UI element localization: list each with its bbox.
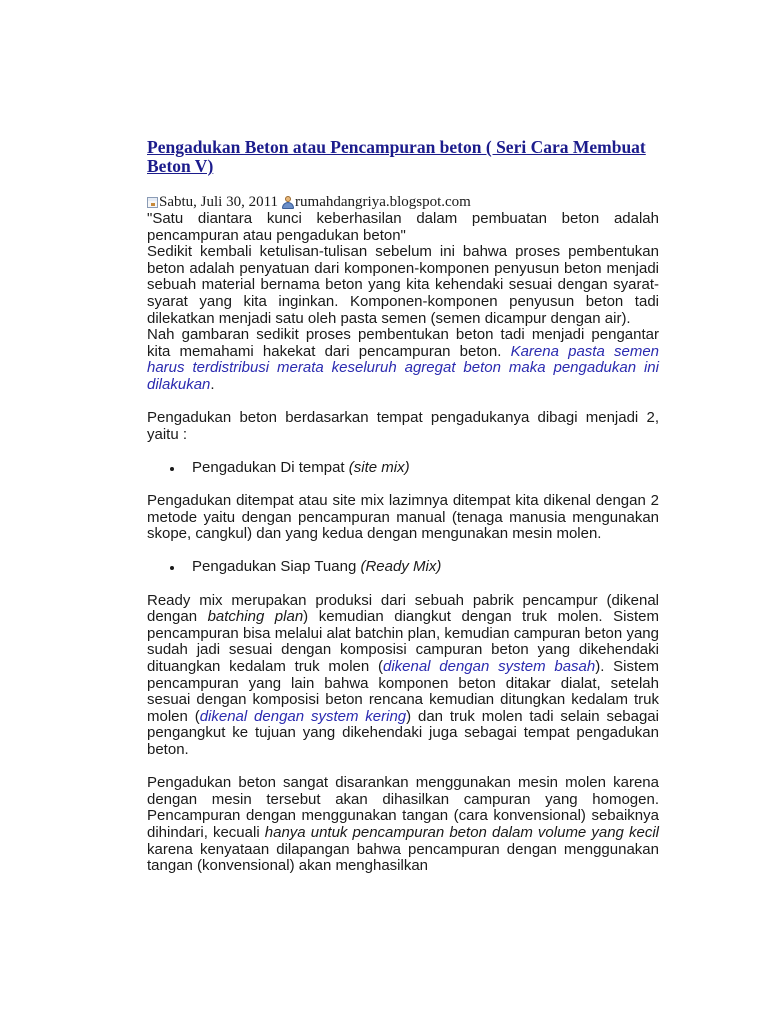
text-run: Ready mix merupakan produksi dari sebuah pabrik pencampur (dikenal dengan — [147, 591, 659, 626]
bullet-text: Pengadukan Di tempat — [192, 458, 349, 476]
paragraph-1: Sedikit kembali ketulisan-tulisan sebelum ini bahwa proses pembentukan beton adalah penyatuan dari komponen-komponen penyusun beton menjadi sebuah material bernama beton yang kita kehendaki sesuai dengan syarat-syarat yang kita inginkan. Komponen-komponen penyusun beton tadi dilekatkan menjadi satu oleh pasta semen (semen dicampur dengan air). — [147, 243, 659, 327]
text-run: ) kemudian diangkut dengan truk molen. Sistem pencampuran bisa melalui alat batchin plan, kemudian campuran beton yang sudah jadi sesuai dengan komposisi campuran beton yang dikehendaki dituangkan kedalam truk molen ( — [147, 608, 659, 676]
paragraph-6 — [147, 775, 659, 875]
bullet-text: Pengadukan Siap Tuang — [192, 558, 361, 576]
paragraph-2 — [147, 327, 659, 393]
calendar-icon — [147, 197, 158, 208]
paragraph-5 — [147, 593, 659, 759]
emphasis-run: dikenal dengan system kering — [199, 707, 407, 725]
spacer — [147, 394, 659, 411]
bullet-list-2 — [147, 559, 659, 576]
post-author: rumahdangriya.blogspot.com — [295, 194, 471, 210]
intro-quote: "Satu diantara kunci keberhasilan dalam pembuatan beton adalah pencampuran atau pengadukan beton" — [147, 210, 659, 244]
italic-run: batching plan — [207, 608, 304, 626]
text-run: ) dan truk molen tadi selain sebagai pengangkut ke tujuan yang dikehendaki juga sebagai tempat pengadukan beton. — [147, 707, 659, 758]
spacer — [147, 477, 659, 494]
paragraph-2-emphasis: Karena pasta semen harus terdistribusi merata keseluruh agregat beton maka pengadukan ini dilakukan — [147, 342, 659, 393]
text-run: karena kenyataan dilapangan bahwa pencampuran dengan menggunakan tangan (konvensional) akan menghasilkan — [147, 840, 659, 875]
paragraph-4: Pengadukan ditempat atau site mix lazimnya ditempat kita dikenal dengan 2 metode yaitu dengan pencampuran manual (tenaga manusia mengunakan skope, cangkul) dan yang kedua dengan mengunakan mesin molen. — [147, 492, 659, 543]
paragraph-2-text: Nah gambaran sedikit proses pembentukan beton tadi menjadi pengantar kita memahami hakekat dari pencampuran beton. — [147, 326, 659, 360]
bullet-italic: (Ready Mix) — [360, 558, 442, 576]
article-title-link[interactable]: Pengadukan Beton atau Pencampuran beton ( Seri Cara Membuat Beton V) — [147, 137, 646, 176]
spacer — [147, 576, 659, 593]
document-page — [147, 138, 659, 875]
post-date: Sabtu, Juli 30, 2011 — [159, 194, 279, 210]
bullet-italic: (site mix) — [348, 458, 410, 476]
text-run: ). Sistem pencampuran yang lain bahwa komponen beton ditakar dialat, setelah sesuai dengan komposisi beton rencana kemudian ditungkan kedalam truk molen ( — [147, 658, 659, 725]
bullet-icon — [170, 467, 174, 471]
bullet-icon — [170, 566, 174, 570]
bullet-item-site-mix — [147, 460, 659, 477]
text-run: Pengadukan beton sangat disarankan menggunakan mesin molen karena dengan mesin tersebut akan dihasilkan campuran yang homogen. Pencampuran dengan menggunakan tangan (cara konvensional) sebaiknya dihindari, kecuali — [147, 774, 659, 841]
italic-run: hanya untuk pencampuran beton dalam volume yang kecil — [264, 823, 659, 841]
emphasis-run: dikenal dengan system basah — [382, 658, 596, 676]
bullet-list-1 — [147, 460, 659, 477]
user-icon — [282, 196, 294, 209]
paragraph-3: Pengadukan beton berdasarkan tempat pengadukanya dibagi menjadi 2, yaitu : — [147, 409, 659, 443]
paragraph-2-end: . — [210, 375, 215, 393]
article-meta — [147, 194, 659, 211]
spacer — [147, 543, 659, 560]
bullet-item-ready-mix — [147, 559, 659, 576]
spacer — [147, 443, 659, 460]
spacer — [147, 759, 659, 776]
